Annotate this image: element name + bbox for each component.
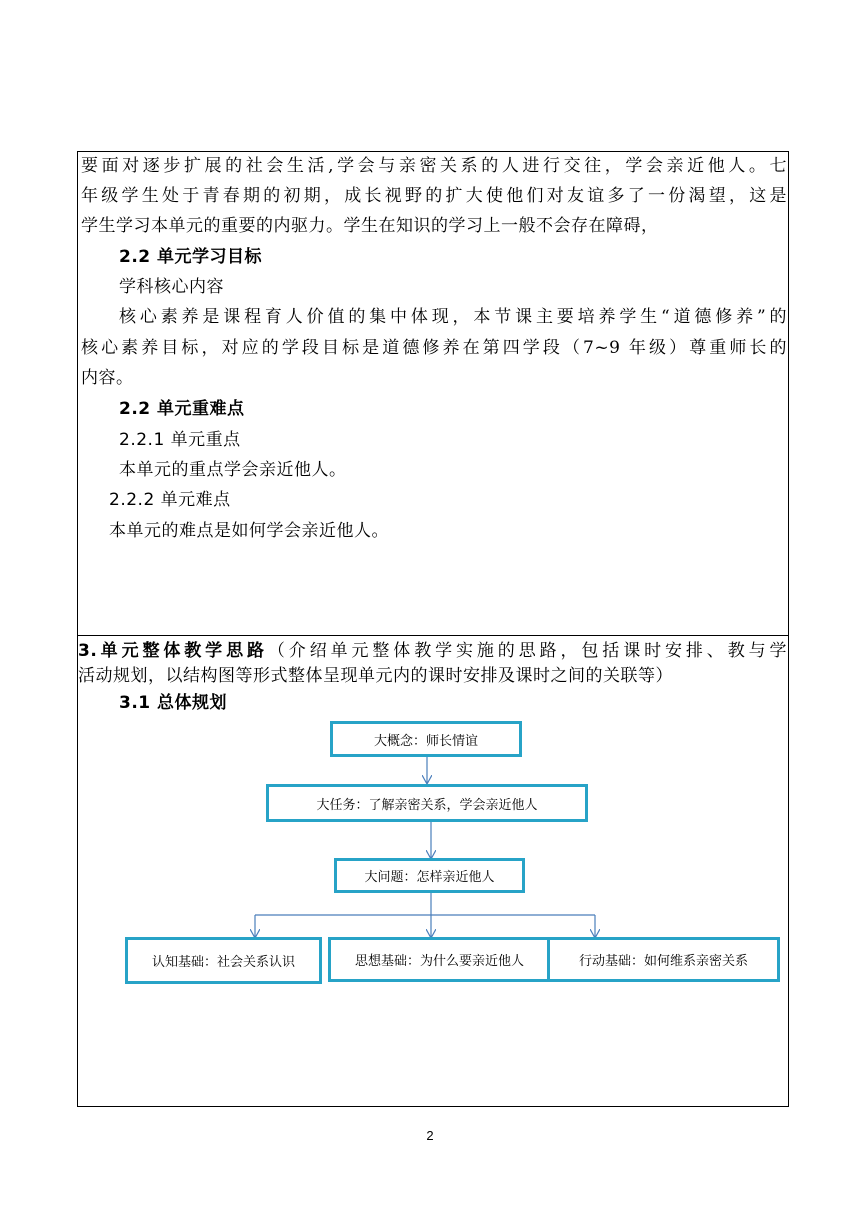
big-question-box: 大问题：怎样亲近他人 xyxy=(334,858,525,893)
big-concept-box: 大概念：师长情谊 xyxy=(330,721,522,757)
thought-foundation-box: 思想基础：为什么要亲近他人 xyxy=(328,937,551,982)
paragraph-line: 年级学生处于青春期的初期，成长视野的扩大使他们对友谊多了一份渴望，这是 xyxy=(81,186,787,206)
section-heading-goals: 2.2 单元学习目标 xyxy=(119,247,263,267)
table-cell-unit-analysis xyxy=(78,152,788,636)
key-points-text: 本单元的重点学会亲近他人。 xyxy=(119,460,347,480)
subheading-overall-plan: 3.1 总体规划 xyxy=(119,693,228,713)
difficult-points-text: 本单元的难点是如何学会亲近他人。 xyxy=(109,521,389,541)
section-heading-description: （介绍单元整体教学实施的思路，包括课时安排、教与学 xyxy=(267,641,787,661)
paragraph-line: 内容。 xyxy=(81,368,134,388)
subject-core-label: 学科核心内容 xyxy=(119,277,224,297)
subheading-difficult-points: 2.2.2 单元难点 xyxy=(109,490,231,510)
section-heading-difficulties: 2.2 单元重难点 xyxy=(119,399,245,419)
big-task-box: 大任务：了解亲密关系，学会亲近他人 xyxy=(266,784,588,822)
paragraph-line: 学生学习本单元的重要的内驱力。学生在知识的学习上一般不会存在障碍， xyxy=(81,216,659,236)
paragraph-line: 要面对逐步扩展的社会生活,学会与亲密关系的人进行交往，学会亲近他人。七 xyxy=(81,156,787,176)
content-table xyxy=(77,151,789,1107)
section-heading-description-cont: 活动规划，以结构图等形式整体呈现单元内的课时安排及课时之间的关联等） xyxy=(78,666,673,686)
paragraph-line: 核心素养目标，对应的学段目标是道德修养在第四学段（7~9 年级）尊重师长的 xyxy=(81,338,787,358)
subheading-key-points: 2.2.1 单元重点 xyxy=(119,430,241,450)
page-number: 2 xyxy=(426,1128,434,1143)
structure-diagram xyxy=(78,636,790,1106)
action-foundation-box: 行动基础：如何维系亲密关系 xyxy=(547,937,780,982)
section-heading-teaching-approach: 3.单元整体教学思路 xyxy=(78,641,268,661)
cognitive-foundation-box: 认知基础：社会关系认识 xyxy=(125,937,322,984)
paragraph-line: 核心素养是课程育人价值的集中体现，本节课主要培养学生“道德修养”的 xyxy=(119,307,787,327)
table-cell-teaching-plan xyxy=(78,636,788,1106)
